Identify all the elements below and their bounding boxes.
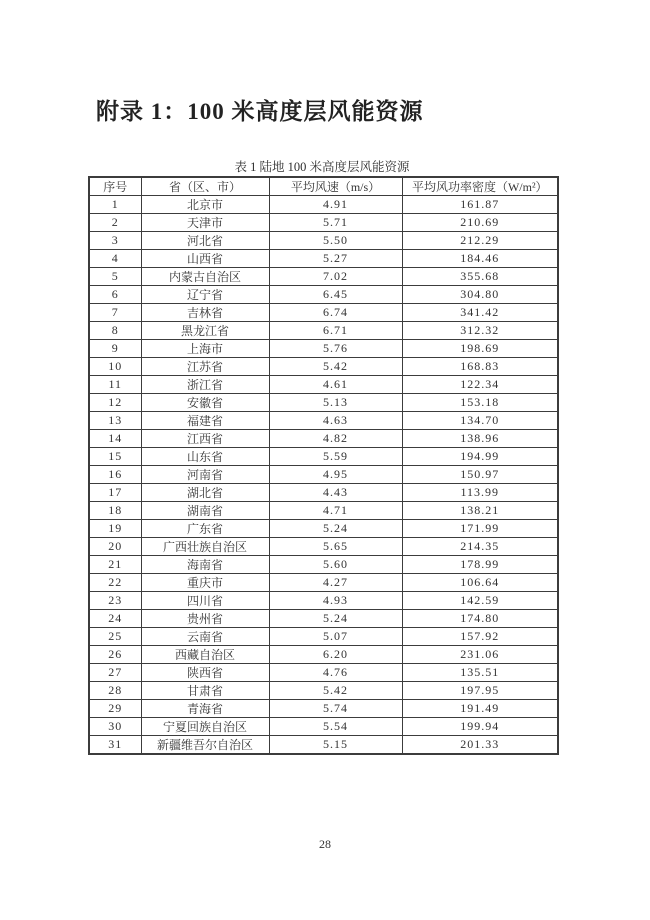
table-row	[89, 448, 558, 466]
table-row	[89, 538, 558, 556]
row-index-cell: 14	[89, 430, 141, 448]
table-row	[89, 268, 558, 286]
power-density-cell: 214.35	[402, 538, 558, 556]
power-density-cell: 199.94	[402, 718, 558, 736]
table-row	[89, 340, 558, 358]
province-cell: 辽宁省	[141, 286, 269, 304]
power-density-cell: 150.97	[402, 466, 558, 484]
province-cell: 甘肃省	[141, 682, 269, 700]
row-index-cell: 29	[89, 700, 141, 718]
table-row	[89, 628, 558, 646]
table-row	[89, 592, 558, 610]
power-density-cell: 113.99	[402, 484, 558, 502]
page-number: 28	[319, 837, 331, 851]
wind-speed-cell: 4.27	[269, 574, 402, 592]
table-body	[89, 196, 558, 755]
power-density-cell: 134.70	[402, 412, 558, 430]
wind-speed-cell: 5.60	[269, 556, 402, 574]
province-cell: 山东省	[141, 448, 269, 466]
table-row	[89, 430, 558, 448]
table-row	[89, 322, 558, 340]
wind-speed-cell: 6.74	[269, 304, 402, 322]
wind-resource-table	[88, 176, 559, 755]
power-density-cell: 191.49	[402, 700, 558, 718]
province-cell: 海南省	[141, 556, 269, 574]
power-density-cell: 184.46	[402, 250, 558, 268]
row-index-cell: 8	[89, 322, 141, 340]
power-density-cell: 135.51	[402, 664, 558, 682]
table-row	[89, 286, 558, 304]
wind-speed-cell: 6.71	[269, 322, 402, 340]
column-header-wind-speed: 平均风速（m/s）	[269, 177, 402, 196]
province-cell: 安徽省	[141, 394, 269, 412]
power-density-cell: 198.69	[402, 340, 558, 358]
province-cell: 福建省	[141, 412, 269, 430]
wind-speed-cell: 7.02	[269, 268, 402, 286]
row-index-cell: 27	[89, 664, 141, 682]
column-header-power-density: 平均风功率密度（W/m²）	[402, 177, 558, 196]
wind-speed-cell: 5.13	[269, 394, 402, 412]
table-row	[89, 484, 558, 502]
table-header-row	[89, 177, 558, 196]
table-row	[89, 394, 558, 412]
row-index-cell: 5	[89, 268, 141, 286]
province-cell: 湖南省	[141, 502, 269, 520]
row-index-cell: 10	[89, 358, 141, 376]
wind-speed-cell: 4.95	[269, 466, 402, 484]
row-index-cell: 20	[89, 538, 141, 556]
row-index-cell: 16	[89, 466, 141, 484]
row-index-cell: 13	[89, 412, 141, 430]
wind-speed-cell: 5.24	[269, 610, 402, 628]
wind-speed-cell: 5.71	[269, 214, 402, 232]
table-row	[89, 520, 558, 538]
row-index-cell: 9	[89, 340, 141, 358]
table-row	[89, 412, 558, 430]
wind-speed-cell: 5.65	[269, 538, 402, 556]
wind-speed-cell: 4.61	[269, 376, 402, 394]
row-index-cell: 30	[89, 718, 141, 736]
table-row	[89, 358, 558, 376]
power-density-cell: 312.32	[402, 322, 558, 340]
wind-speed-cell: 4.91	[269, 196, 402, 214]
wind-speed-cell: 6.20	[269, 646, 402, 664]
power-density-cell: 138.96	[402, 430, 558, 448]
power-density-cell: 122.34	[402, 376, 558, 394]
row-index-cell: 17	[89, 484, 141, 502]
province-cell: 新疆维吾尔自治区	[141, 736, 269, 755]
province-cell: 宁夏回族自治区	[141, 718, 269, 736]
power-density-cell: 197.95	[402, 682, 558, 700]
power-density-cell: 161.87	[402, 196, 558, 214]
table-row	[89, 682, 558, 700]
power-density-cell: 212.29	[402, 232, 558, 250]
power-density-cell: 138.21	[402, 502, 558, 520]
wind-speed-cell: 5.27	[269, 250, 402, 268]
province-cell: 河南省	[141, 466, 269, 484]
table-row	[89, 376, 558, 394]
table-row	[89, 556, 558, 574]
power-density-cell: 201.33	[402, 736, 558, 755]
table-row	[89, 466, 558, 484]
province-cell: 浙江省	[141, 376, 269, 394]
power-density-cell: 168.83	[402, 358, 558, 376]
row-index-cell: 1	[89, 196, 141, 214]
province-cell: 青海省	[141, 700, 269, 718]
column-header-index: 序号	[89, 177, 141, 196]
wind-speed-cell: 4.63	[269, 412, 402, 430]
row-index-cell: 25	[89, 628, 141, 646]
row-index-cell: 7	[89, 304, 141, 322]
wind-speed-cell: 4.82	[269, 430, 402, 448]
row-index-cell: 4	[89, 250, 141, 268]
table-row	[89, 214, 558, 232]
row-index-cell: 12	[89, 394, 141, 412]
column-header-province: 省（区、市）	[141, 177, 269, 196]
province-cell: 贵州省	[141, 610, 269, 628]
table-row	[89, 610, 558, 628]
table-row	[89, 502, 558, 520]
table-caption: 表 1 陆地 100 米高度层风能资源	[234, 160, 410, 174]
power-density-cell: 178.99	[402, 556, 558, 574]
table-row	[89, 736, 558, 755]
wind-speed-cell: 6.45	[269, 286, 402, 304]
province-cell: 内蒙古自治区	[141, 268, 269, 286]
power-density-cell: 153.18	[402, 394, 558, 412]
row-index-cell: 19	[89, 520, 141, 538]
row-index-cell: 22	[89, 574, 141, 592]
row-index-cell: 21	[89, 556, 141, 574]
province-cell: 天津市	[141, 214, 269, 232]
wind-speed-cell: 5.76	[269, 340, 402, 358]
table-row	[89, 718, 558, 736]
row-index-cell: 23	[89, 592, 141, 610]
province-cell: 云南省	[141, 628, 269, 646]
province-cell: 湖北省	[141, 484, 269, 502]
wind-speed-cell: 4.93	[269, 592, 402, 610]
table-row	[89, 196, 558, 214]
province-cell: 上海市	[141, 340, 269, 358]
row-index-cell: 2	[89, 214, 141, 232]
province-cell: 江西省	[141, 430, 269, 448]
power-density-cell: 355.68	[402, 268, 558, 286]
province-cell: 广西壮族自治区	[141, 538, 269, 556]
province-cell: 黑龙江省	[141, 322, 269, 340]
power-density-cell: 174.80	[402, 610, 558, 628]
wind-speed-cell: 5.42	[269, 682, 402, 700]
row-index-cell: 18	[89, 502, 141, 520]
table-row	[89, 232, 558, 250]
row-index-cell: 26	[89, 646, 141, 664]
row-index-cell: 11	[89, 376, 141, 394]
wind-speed-cell: 5.59	[269, 448, 402, 466]
province-cell: 河北省	[141, 232, 269, 250]
power-density-cell: 142.59	[402, 592, 558, 610]
wind-speed-cell: 4.71	[269, 502, 402, 520]
wind-speed-cell: 5.54	[269, 718, 402, 736]
province-cell: 山西省	[141, 250, 269, 268]
wind-speed-cell: 4.43	[269, 484, 402, 502]
province-cell: 陕西省	[141, 664, 269, 682]
wind-speed-cell: 5.74	[269, 700, 402, 718]
row-index-cell: 6	[89, 286, 141, 304]
power-density-cell: 171.99	[402, 520, 558, 538]
province-cell: 江苏省	[141, 358, 269, 376]
table-row	[89, 646, 558, 664]
power-density-cell: 194.99	[402, 448, 558, 466]
power-density-cell: 341.42	[402, 304, 558, 322]
power-density-cell: 210.69	[402, 214, 558, 232]
table-row	[89, 664, 558, 682]
table-row	[89, 700, 558, 718]
wind-speed-cell: 5.50	[269, 232, 402, 250]
province-cell: 四川省	[141, 592, 269, 610]
province-cell: 广东省	[141, 520, 269, 538]
province-cell: 重庆市	[141, 574, 269, 592]
power-density-cell: 304.80	[402, 286, 558, 304]
row-index-cell: 31	[89, 736, 141, 755]
province-cell: 北京市	[141, 196, 269, 214]
table-row	[89, 304, 558, 322]
province-cell: 西藏自治区	[141, 646, 269, 664]
wind-speed-cell: 5.42	[269, 358, 402, 376]
row-index-cell: 28	[89, 682, 141, 700]
table-row	[89, 250, 558, 268]
row-index-cell: 24	[89, 610, 141, 628]
row-index-cell: 15	[89, 448, 141, 466]
row-index-cell: 3	[89, 232, 141, 250]
power-density-cell: 106.64	[402, 574, 558, 592]
table-row	[89, 574, 558, 592]
province-cell: 吉林省	[141, 304, 269, 322]
wind-speed-cell: 5.15	[269, 736, 402, 755]
wind-speed-cell: 4.76	[269, 664, 402, 682]
wind-speed-cell: 5.24	[269, 520, 402, 538]
power-density-cell: 231.06	[402, 646, 558, 664]
wind-speed-cell: 5.07	[269, 628, 402, 646]
power-density-cell: 157.92	[402, 628, 558, 646]
page-title: 附录 1：100 米高度层风能资源	[96, 99, 424, 124]
